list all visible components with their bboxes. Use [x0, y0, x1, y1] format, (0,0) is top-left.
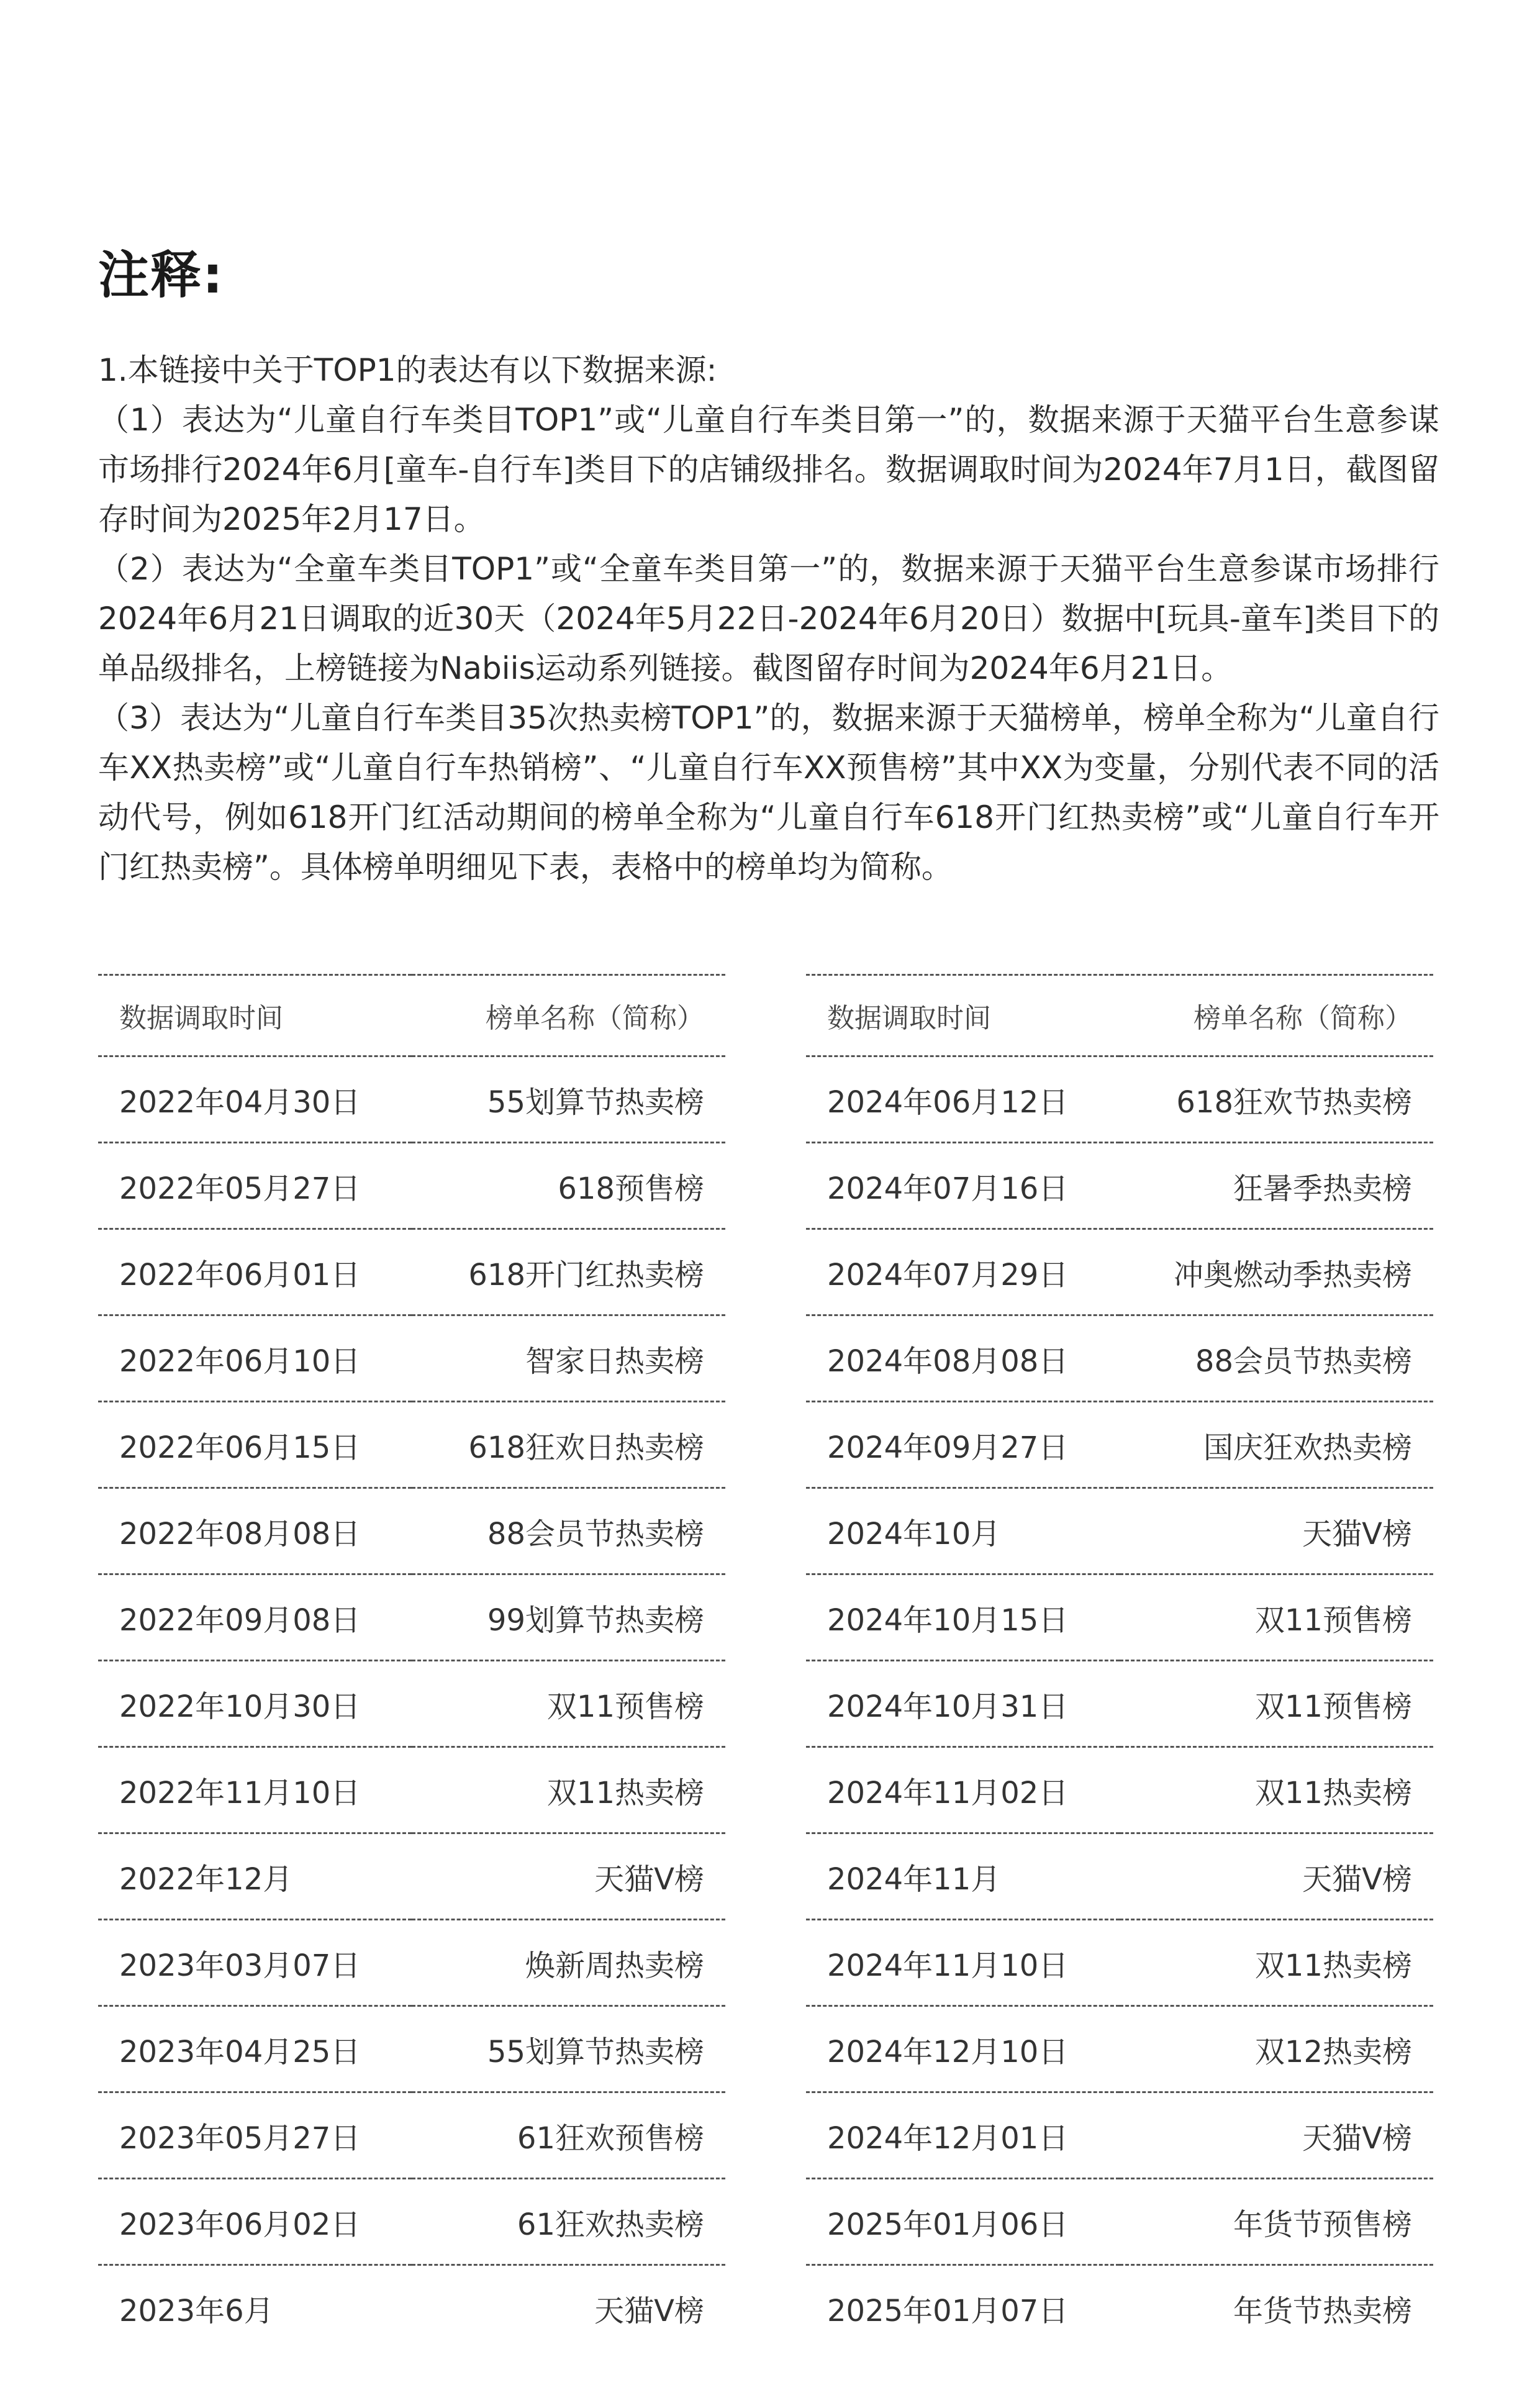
cell-date: 2022年05月27日 — [98, 1143, 412, 1229]
notes-section — [98, 345, 1439, 892]
table-row — [806, 1833, 1433, 1920]
table-row — [806, 1315, 1433, 1402]
cell-date: 2024年11月02日 — [806, 1747, 1120, 1833]
cell-date: 2024年09月27日 — [806, 1402, 1120, 1488]
cell-list-name: 冲奥燃动季热卖榜 — [1120, 1229, 1433, 1315]
table-body-left — [98, 1056, 725, 2351]
cell-list-name: 88会员节热卖榜 — [1120, 1315, 1433, 1402]
cell-date: 2024年11月 — [806, 1833, 1120, 1920]
cell-list-name: 狂暑季热卖榜 — [1120, 1143, 1433, 1229]
table-row — [98, 2092, 725, 2179]
column-header-date: 数据调取时间 — [806, 975, 1120, 1056]
table-row — [806, 1056, 1433, 1143]
cell-list-name: 61狂欢预售榜 — [412, 2092, 725, 2179]
table-row — [806, 2092, 1433, 2179]
table-row — [98, 1143, 725, 1229]
cell-list-name: 天猫V榜 — [412, 2265, 725, 2351]
table-row — [98, 2006, 725, 2092]
column-header-name: 榜单名称（简称） — [1120, 975, 1433, 1056]
page-title: 注释: — [98, 246, 224, 305]
table-row — [98, 1056, 725, 1143]
cell-list-name: 55划算节热卖榜 — [412, 1056, 725, 1143]
table-row — [98, 1833, 725, 1920]
table-row — [98, 2265, 725, 2351]
cell-date: 2023年06月02日 — [98, 2179, 412, 2265]
cell-date: 2024年10月31日 — [806, 1661, 1120, 1747]
cell-date: 2022年08月08日 — [98, 1488, 412, 1574]
cell-list-name: 年货节热卖榜 — [1120, 2265, 1433, 2351]
table-row — [806, 1229, 1433, 1315]
cell-list-name: 双11预售榜 — [412, 1661, 725, 1747]
cell-date: 2024年07月29日 — [806, 1229, 1120, 1315]
cell-date: 2024年11月10日 — [806, 1920, 1120, 2006]
table-row — [98, 1402, 725, 1488]
rankings-table-left — [98, 974, 725, 2350]
cell-list-name: 天猫V榜 — [412, 1833, 725, 1920]
table-row — [806, 2179, 1433, 2265]
cell-date: 2022年11月10日 — [98, 1747, 412, 1833]
cell-list-name: 61狂欢热卖榜 — [412, 2179, 725, 2265]
note-intro: 1.本链接中关于TOP1的表达有以下数据来源: — [98, 352, 717, 388]
cell-list-name: 双11预售榜 — [1120, 1574, 1433, 1661]
cell-list-name: 焕新周热卖榜 — [412, 1920, 725, 2006]
table-row — [806, 1574, 1433, 1661]
cell-date: 2022年10月30日 — [98, 1661, 412, 1747]
cell-list-name: 双11热卖榜 — [1120, 1747, 1433, 1833]
rankings-tables — [98, 974, 1439, 2385]
table-row — [98, 1661, 725, 1747]
cell-list-name: 智家日热卖榜 — [412, 1315, 725, 1402]
cell-list-name: 双11预售榜 — [1120, 1661, 1433, 1747]
column-header-date: 数据调取时间 — [98, 975, 412, 1056]
cell-date: 2025年01月07日 — [806, 2265, 1120, 2351]
note-item-2: （2）表达为“全童车类目TOP1”或“全童车类目第一”的，数据来源于天猫平台生意参谋市场排行2024年6月21日调取的近30天（2024年5月22日-2024年6月20日）数据中[玩具-童车]类目下的单品级排名，上榜链接为Nabiis运动系列链接。截图留存时间为2024年6月21日。 — [98, 551, 1439, 686]
cell-date: 2023年03月07日 — [98, 1920, 412, 2006]
note-item-3: （3）表达为“儿童自行车类目35次热卖榜TOP1”的，数据来源于天猫榜单，榜单全称为“儿童自行车XX热卖榜”或“儿童自行车热销榜”、“儿童自行车XX预售榜”其中XX为变量，分别代表不同的活动代号，例如618开门红活动期间的榜单全称为“儿童自行车618开门红热卖榜”或“儿童自行车开门红热卖榜”。具体榜单明细见下表，表格中的榜单均为简称。 — [98, 700, 1439, 885]
cell-date: 2022年06月15日 — [98, 1402, 412, 1488]
cell-date: 2024年12月01日 — [806, 2092, 1120, 2179]
table-row — [806, 1488, 1433, 1574]
table-row — [98, 1229, 725, 1315]
cell-list-name: 天猫V榜 — [1120, 2092, 1433, 2179]
cell-list-name: 55划算节热卖榜 — [412, 2006, 725, 2092]
table-row — [806, 1143, 1433, 1229]
table-row — [98, 1488, 725, 1574]
cell-date: 2023年04月25日 — [98, 2006, 412, 2092]
table-header-row — [98, 975, 725, 1056]
cell-list-name: 双12热卖榜 — [1120, 2006, 1433, 2092]
cell-list-name: 双11热卖榜 — [1120, 1920, 1433, 2006]
cell-list-name: 天猫V榜 — [1120, 1833, 1433, 1920]
cell-list-name: 618预售榜 — [412, 1143, 725, 1229]
cell-date: 2022年04月30日 — [98, 1056, 412, 1143]
table-row — [806, 1402, 1433, 1488]
cell-date: 2024年12月10日 — [806, 2006, 1120, 2092]
cell-list-name: 99划算节热卖榜 — [412, 1574, 725, 1661]
cell-list-name: 618狂欢日热卖榜 — [412, 1402, 725, 1488]
cell-list-name: 年货节预售榜 — [1120, 2179, 1433, 2265]
cell-list-name: 618狂欢节热卖榜 — [1120, 1056, 1433, 1143]
table-row — [806, 2006, 1433, 2092]
cell-date: 2023年05月27日 — [98, 2092, 412, 2179]
table-row — [806, 2265, 1433, 2351]
cell-date: 2024年10月 — [806, 1488, 1120, 1574]
table-row — [98, 1747, 725, 1833]
table-row — [806, 1747, 1433, 1833]
cell-list-name: 618开门红热卖榜 — [412, 1229, 725, 1315]
cell-date: 2025年01月06日 — [806, 2179, 1120, 2265]
cell-date: 2022年06月01日 — [98, 1229, 412, 1315]
cell-date: 2022年06月10日 — [98, 1315, 412, 1402]
rankings-table-right — [806, 974, 1433, 2350]
column-header-name: 榜单名称（简称） — [412, 975, 725, 1056]
cell-date: 2024年06月12日 — [806, 1056, 1120, 1143]
table-row — [98, 1315, 725, 1402]
cell-list-name: 国庆狂欢热卖榜 — [1120, 1402, 1433, 1488]
cell-date: 2024年07月16日 — [806, 1143, 1120, 1229]
cell-list-name: 88会员节热卖榜 — [412, 1488, 725, 1574]
table-row — [98, 1574, 725, 1661]
table-row — [98, 1920, 725, 2006]
table-row — [806, 1920, 1433, 2006]
cell-date: 2024年10月15日 — [806, 1574, 1120, 1661]
cell-date: 2023年6月 — [98, 2265, 412, 2351]
table-row — [806, 1661, 1433, 1747]
table-row — [98, 2179, 725, 2265]
cell-list-name: 天猫V榜 — [1120, 1488, 1433, 1574]
cell-list-name: 双11热卖榜 — [412, 1747, 725, 1833]
cell-date: 2024年08月08日 — [806, 1315, 1120, 1402]
note-item-1: （1）表达为“儿童自行车类目TOP1”或“儿童自行车类目第一”的，数据来源于天猫平台生意参谋市场排行2024年6月[童车-自行车]类目下的店铺级排名。数据调取时间为2024年7月1日，截图留存时间为2025年2月17日。 — [98, 402, 1439, 537]
table-body-right — [806, 1056, 1433, 2351]
cell-date: 2022年09月08日 — [98, 1574, 412, 1661]
cell-date: 2022年12月 — [98, 1833, 412, 1920]
table-header-row — [806, 975, 1433, 1056]
